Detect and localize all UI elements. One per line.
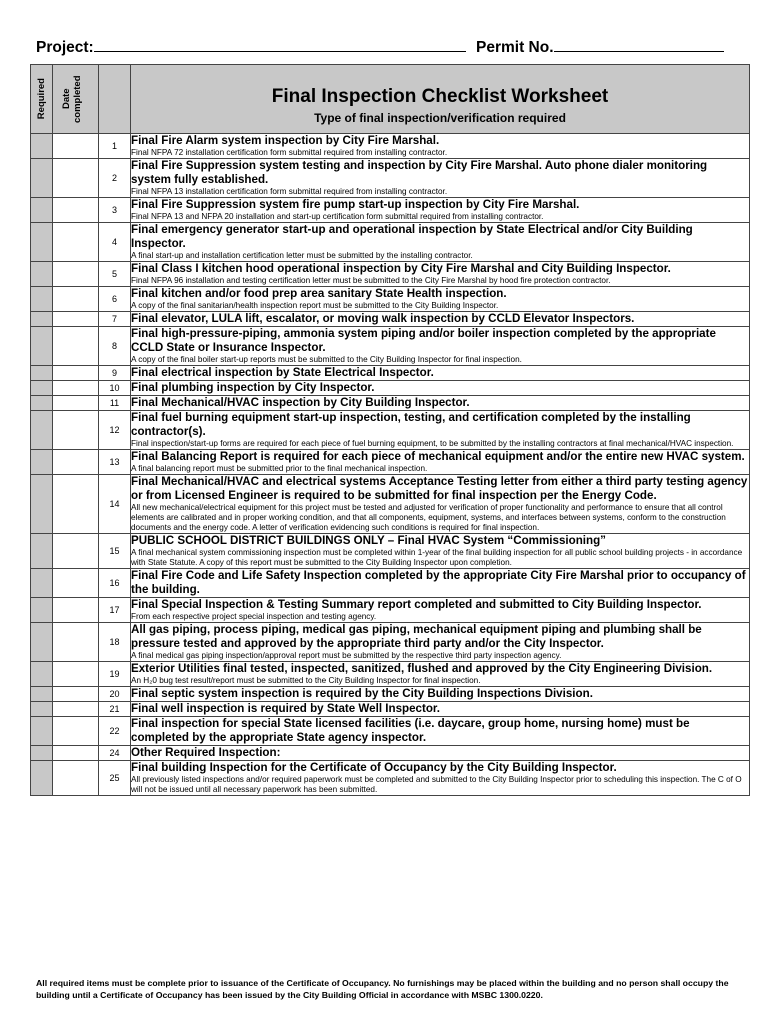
- item-number: 13: [99, 450, 131, 475]
- date-completed-field[interactable]: [53, 366, 99, 381]
- item-description: [131, 475, 750, 534]
- item-title: Final septic system inspection is required by the City Building Inspections Division.: [131, 687, 593, 700]
- item-number: 4: [99, 223, 131, 262]
- item-title: Final high-pressure-piping, ammonia system piping and/or boiler inspection completed by the appropriate CCLD State or Insurance Inspector.: [131, 327, 716, 354]
- item-number: 20: [99, 687, 131, 702]
- item-description: [131, 717, 750, 746]
- item-description: [131, 381, 750, 396]
- item-title: All gas piping, process piping, medical gas piping, mechanical equipment piping and plumbing shall be pressure tested and approved by the appropriate third party and/or the City Inspector.: [131, 623, 702, 650]
- item-number: 24: [99, 746, 131, 761]
- required-checkbox[interactable]: [31, 366, 53, 381]
- required-checkbox[interactable]: [31, 450, 53, 475]
- item-number: 9: [99, 366, 131, 381]
- item-number: 18: [99, 623, 131, 662]
- item-note: An H₂0 bug test result/report must be submitted to the City Building Inspector for final inspection.: [131, 676, 481, 685]
- required-checkbox[interactable]: [31, 687, 53, 702]
- table-row: [31, 761, 750, 796]
- item-number: 17: [99, 598, 131, 623]
- table-row: [31, 475, 750, 534]
- table-row: [31, 623, 750, 662]
- item-title: Final Fire Suppression system fire pump start-up inspection by City Fire Marshal.: [131, 198, 580, 211]
- date-completed-field[interactable]: [53, 534, 99, 569]
- item-title: Final fuel burning equipment start-up inspection, testing, and certification completed by the installing contractor(s).: [131, 411, 691, 438]
- table-row: [31, 450, 750, 475]
- date-completed-field[interactable]: [53, 327, 99, 366]
- date-completed-field[interactable]: [53, 761, 99, 796]
- item-number: 11: [99, 396, 131, 411]
- item-title: Final kitchen and/or food prep area sanitary State Health inspection.: [131, 287, 507, 300]
- required-checkbox[interactable]: [31, 717, 53, 746]
- footer-note: All required items must be complete prior to issuance of the Certificate of Occupancy. No furnishings may be placed within the building and no person shall occupy the building until a Certificate of Occupancy has been issued by the City Building Official in accordance with MSBC 1300.0220.: [36, 978, 729, 1000]
- required-checkbox[interactable]: [31, 327, 53, 366]
- item-title: Final Fire Code and Life Safety Inspection completed by the appropriate City Fire Marshal prior to occupancy of the building.: [131, 569, 746, 596]
- required-checkbox[interactable]: [31, 569, 53, 598]
- date-completed-field[interactable]: [53, 396, 99, 411]
- item-note: Final NFPA 13 and NFPA 20 installation and start-up certification form submittal required from installing contractor.: [131, 212, 544, 221]
- item-number: 6: [99, 287, 131, 312]
- date-completed-field[interactable]: [53, 475, 99, 534]
- item-number: 14: [99, 475, 131, 534]
- table-row: [31, 746, 750, 761]
- project-line[interactable]: [94, 37, 466, 52]
- item-note: All previously listed inspections and/or required paperwork must be completed and submitted to the City Building Inspector prior to scheduling this inspection. The C of O will not be issued until all necessary paperwork has been submitted.: [131, 775, 742, 794]
- permit-field[interactable]: [476, 37, 724, 57]
- date-completed-field[interactable]: [53, 450, 99, 475]
- required-checkbox[interactable]: [31, 662, 53, 687]
- table-row: [31, 381, 750, 396]
- item-title: Final Class I kitchen hood operational inspection by City Fire Marshal and City Building Inspector.: [131, 262, 671, 275]
- required-checkbox[interactable]: [31, 381, 53, 396]
- table-row: [31, 717, 750, 746]
- date-completed-field[interactable]: [53, 287, 99, 312]
- item-title: Final inspection for special State licensed facilities (i.e. daycare, group home, nursing home) must be completed by the appropriate State agency inspector.: [131, 717, 690, 744]
- table-row: [31, 134, 750, 159]
- item-title: Final plumbing inspection by City Inspector.: [131, 381, 375, 394]
- date-completed-field[interactable]: [53, 746, 99, 761]
- item-title: Final building Inspection for the Certificate of Occupancy by the City Building Inspector.: [131, 761, 617, 774]
- item-number: 5: [99, 262, 131, 287]
- item-note: A copy of the final sanitarian/health inspection report must be submitted to the City Building Inspector.: [131, 301, 499, 310]
- item-description: [131, 746, 750, 761]
- item-description: [131, 134, 750, 159]
- table-row: [31, 262, 750, 287]
- item-number: 16: [99, 569, 131, 598]
- item-title: Final Mechanical/HVAC and electrical systems Acceptance Testing letter from either a third party testing agency or from Licensed Engineer is required to be submitted for final inspection per the Energy Code.: [131, 475, 748, 502]
- item-title: Other Required Inspection:: [131, 746, 281, 759]
- date-completed-field[interactable]: [53, 262, 99, 287]
- item-description: [131, 761, 750, 796]
- item-description: [131, 287, 750, 312]
- required-checkbox[interactable]: [31, 396, 53, 411]
- item-description: [131, 411, 750, 450]
- item-number: 10: [99, 381, 131, 396]
- permit-label: Permit No.: [476, 39, 554, 56]
- required-checkbox[interactable]: [31, 312, 53, 327]
- date-completed-field[interactable]: [53, 198, 99, 223]
- item-description: [131, 623, 750, 662]
- item-number: 12: [99, 411, 131, 450]
- item-note: A copy of the final boiler start-up reports must be submitted to the City Building Inspector for final inspection.: [131, 355, 522, 364]
- date-completed-field[interactable]: [53, 134, 99, 159]
- title-cell: [131, 65, 750, 134]
- worksheet-subtitle: Type of final inspection/verification required: [314, 111, 566, 125]
- item-number: 15: [99, 534, 131, 569]
- date-completed-field[interactable]: [53, 411, 99, 450]
- date-completed-field[interactable]: [53, 717, 99, 746]
- required-checkbox[interactable]: [31, 598, 53, 623]
- table-row: [31, 287, 750, 312]
- required-header-label: Required: [36, 78, 47, 120]
- required-checkbox[interactable]: [31, 702, 53, 717]
- table-row: [31, 327, 750, 366]
- table-row: [31, 662, 750, 687]
- item-description: [131, 396, 750, 411]
- permit-line[interactable]: [554, 37, 724, 52]
- item-title: Final Fire Alarm system inspection by City Fire Marshal.: [131, 134, 440, 147]
- item-description: [131, 366, 750, 381]
- item-description: [131, 598, 750, 623]
- table-row: [31, 687, 750, 702]
- item-title: Exterior Utilities final tested, inspected, sanitized, flushed and approved by the City Engineering Division.: [131, 662, 713, 675]
- item-description: [131, 534, 750, 569]
- item-number: 7: [99, 312, 131, 327]
- item-note: All new mechanical/electrical equipment for this project must be tested and adjusted for verification of proper functionality and performance to ensure that all control elements are calibrated and in proper working condition, and that all components, equipment, systems, and interfaces between systems, conform to the construction documents and the energy code. A letter of verification evidencing such conditions is required for final inspection.: [131, 503, 726, 532]
- item-note: A final start-up and installation certification letter must be submitted by the installing contractor.: [131, 251, 473, 260]
- item-note: From each respective project special inspection and testing agency.: [131, 612, 377, 621]
- required-checkbox[interactable]: [31, 198, 53, 223]
- item-number: 2: [99, 159, 131, 198]
- item-title: Final Balancing Report is required for each piece of mechanical equipment and/or the entire new HVAC system.: [131, 450, 745, 463]
- item-description: [131, 159, 750, 198]
- table-row: [31, 702, 750, 717]
- item-description: [131, 662, 750, 687]
- date-completed-field[interactable]: [53, 662, 99, 687]
- item-description: [131, 450, 750, 475]
- checklist-table: [30, 64, 750, 796]
- date-completed-field[interactable]: [53, 687, 99, 702]
- item-description: [131, 702, 750, 717]
- required-checkbox[interactable]: [31, 534, 53, 569]
- item-description: [131, 569, 750, 598]
- item-description: [131, 262, 750, 287]
- table-row: [31, 534, 750, 569]
- item-note: A final balancing report must be submitted prior to the final mechanical inspection.: [131, 464, 428, 473]
- item-description: [131, 687, 750, 702]
- item-title: Final Fire Suppression system testing and inspection by City Fire Marshal. Auto phone dialer monitoring system fully established.: [131, 159, 708, 186]
- date-completed-field[interactable]: [53, 598, 99, 623]
- item-title: Final Mechanical/HVAC inspection by City Building Inspector.: [131, 396, 470, 409]
- table-row: [31, 312, 750, 327]
- required-col-header: [31, 65, 53, 134]
- item-note: A final mechanical system commissioning inspection must be completed within 1-year of the final building inspection for all public school building projects - in accordance with State Statute. A copy of this report must be submitted to the City Building Inspector upon completion.: [131, 548, 743, 567]
- table-row: [31, 198, 750, 223]
- project-label: Project:: [36, 39, 94, 56]
- required-checkbox[interactable]: [31, 746, 53, 761]
- required-checkbox[interactable]: [31, 159, 53, 198]
- item-title: PUBLIC SCHOOL DISTRICT BUILDINGS ONLY – Final HVAC System “Commissioning”: [131, 534, 606, 547]
- required-checkbox[interactable]: [31, 287, 53, 312]
- project-field[interactable]: [36, 37, 466, 57]
- date-completed-field[interactable]: [53, 623, 99, 662]
- required-checkbox[interactable]: [31, 223, 53, 262]
- item-number: 8: [99, 327, 131, 366]
- item-note: Final inspection/start-up forms are required for each piece of fuel burning equipment, to be submitted by the installing contractors at final mechanical/HVAC inspection.: [131, 439, 734, 448]
- date-completed-field[interactable]: [53, 223, 99, 262]
- item-title: Final well inspection is required by State Well Inspector.: [131, 702, 441, 715]
- item-number: 25: [99, 761, 131, 796]
- item-title: Final emergency generator start-up and operational inspection by State Electrical and/or City Building Inspector.: [131, 223, 693, 250]
- item-number: 22: [99, 717, 131, 746]
- item-title: Final electrical inspection by State Electrical Inspector.: [131, 366, 434, 379]
- date-completed-field[interactable]: [53, 569, 99, 598]
- item-description: [131, 223, 750, 262]
- date-completed-field[interactable]: [53, 381, 99, 396]
- table-row: [31, 411, 750, 450]
- table-row: [31, 396, 750, 411]
- table-row: [31, 223, 750, 262]
- table-row: [31, 159, 750, 198]
- date-completed-field[interactable]: [53, 312, 99, 327]
- item-title: Final Special Inspection & Testing Summary report completed and submitted to City Building Inspector.: [131, 598, 702, 611]
- table-row: [31, 569, 750, 598]
- item-description: [131, 312, 750, 327]
- item-note: Final NFPA 13 installation certification form submittal required from installing contractor.: [131, 187, 448, 196]
- required-checkbox[interactable]: [31, 475, 53, 534]
- item-note: A final medical gas piping inspection/approval report must be submitted by the respective third party inspection agency.: [131, 651, 562, 660]
- date-col-header: [53, 65, 99, 134]
- required-checkbox[interactable]: [31, 761, 53, 796]
- worksheet-title: Final Inspection Checklist Worksheet: [271, 86, 609, 107]
- form-header: [36, 37, 736, 57]
- table-row: [31, 598, 750, 623]
- date-completed-field[interactable]: [53, 159, 99, 198]
- item-note: Final NFPA 96 installation and testing certification letter must be submitted to the City Fire Marshal by hood fire protection contractor.: [131, 276, 611, 285]
- item-title: Final elevator, LULA lift, escalator, or moving walk inspection by CCLD Elevator Inspectors.: [131, 312, 635, 325]
- item-number: 3: [99, 198, 131, 223]
- table-row: [31, 366, 750, 381]
- required-checkbox[interactable]: [31, 134, 53, 159]
- table-header-row: [31, 65, 750, 134]
- date-header-label: Date completed: [60, 75, 83, 123]
- item-number: 1: [99, 134, 131, 159]
- item-note: Final NFPA 72 installation certification form submittal required from installing contractor.: [131, 148, 448, 157]
- spacer-col-header: [99, 65, 131, 134]
- required-checkbox[interactable]: [31, 411, 53, 450]
- required-checkbox[interactable]: [31, 623, 53, 662]
- item-number: 19: [99, 662, 131, 687]
- required-checkbox[interactable]: [31, 262, 53, 287]
- item-description: [131, 198, 750, 223]
- item-number: 21: [99, 702, 131, 717]
- item-description: [131, 327, 750, 366]
- date-completed-field[interactable]: [53, 702, 99, 717]
